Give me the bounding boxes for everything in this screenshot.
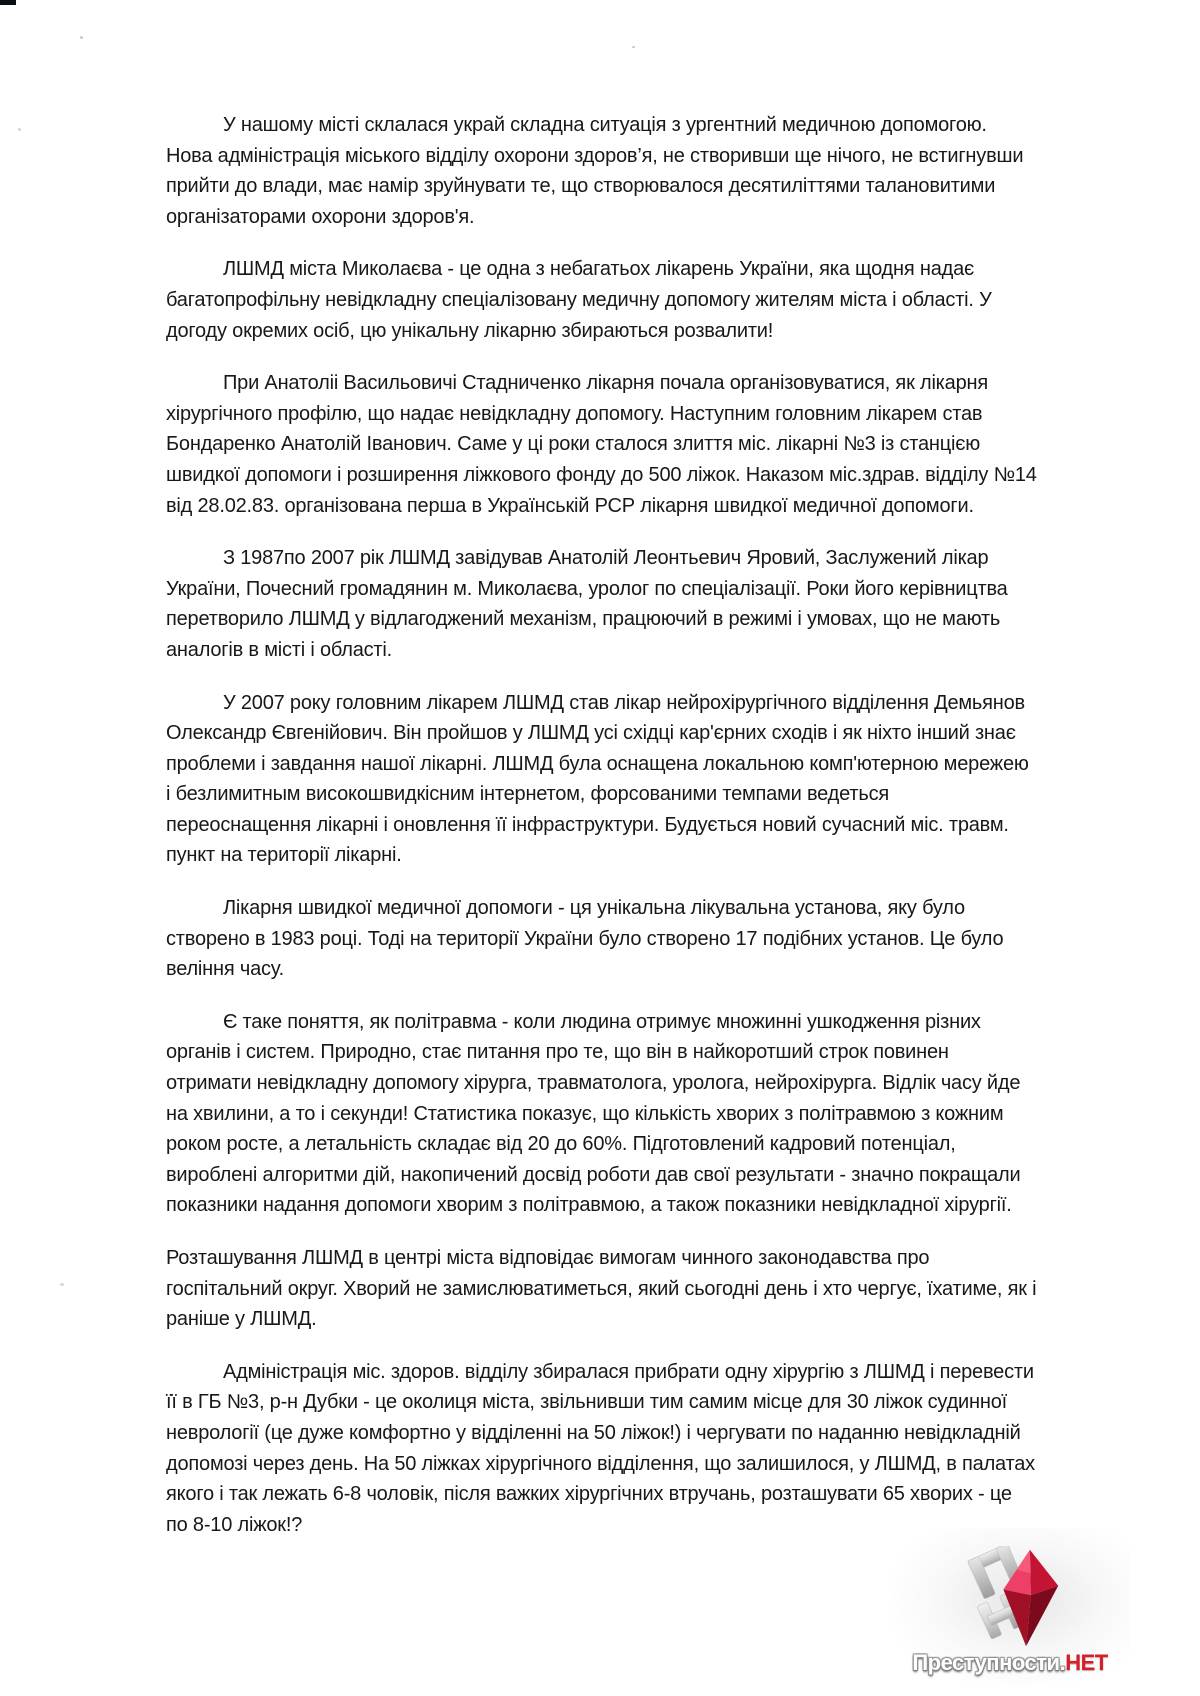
paragraph: З 1987по 2007 рік ЛШМД завідував Анатолій Леонтьевич Яровий, Заслужений лікар України, Почесний громадянин м. Миколаєва, уролог по спеціалізації. Роки його керівництва перетворило ЛШМД у відлагоджений механізм, працюючий в режимі і умовах, що не мають аналогів в місті і області.	[166, 547, 1008, 661]
scan-speck	[18, 128, 21, 131]
paragraph: У 2007 року головним лікарем ЛШМД став лікар нейрохірургічного відділення Демьянов Олександр Євгенійович. Він пройшов у ЛШМД усі східці кар'єрних сходів і як ніхто інший знає проблеми і завдання нашої лікарні. ЛШМД була оснащена локальною комп'ютерною мережею і безлимитным високошвидкісним інтернетом, форсованими темпами ведеться переоснащення лікарні і оновлення її інфраструктури. Будується новий сучасний міс. травм. пункт на території лікарні.	[166, 691, 1029, 867]
paragraph: При Анатоліі Васильовичі Стадниченко лікарня почала організовуватися, як лікарня хірургічного профілю, що надає невідкладну допомогу. Наступним головним лікарем став Бондаренко Анатолій Іванович. Саме у ці роки сталося злиття міс. лікарні №3 із станцією швидкої допомоги і розширення ліжкового фонду до 500 ліжок. Наказом міс.здрав. відділу №14 від 28.02.83. організована перша в Українській РСР лікарня швидкої медичної допомоги.	[166, 372, 1037, 517]
paragraph: Адміністрація міс. здоров. відділу збиралася прибрати одну хірургію з ЛШМД і перевести її в ГБ №3, р-н Дубки - це околиця міста, звільнивши тим самим місце для 30 ліжок судинної неврології (це дуже комфортно у відділенні на 50 ліжок!) і чергувати по наданню невідкладній допомозі через день. На 50 ліжках хірургічного відділення, що залишилося, у ЛШМД, в палатах якого і так лежать 6-8 чоловік, після важких хірургічних втручань, розташувати 65 хворих - це по 8-10 ліжок!?	[166, 1360, 1035, 1536]
paragraph: Лікарня швидкої медичної допомоги - ця унікальна лікувальна установа, яку було створено в 1983 році. Тоді на території України було створено 17 подібних установ. Це було веління часу.	[166, 897, 1004, 981]
brand-dot: .	[1059, 1650, 1066, 1675]
watermark	[890, 1528, 1130, 1688]
brand-red: НЕТ	[1065, 1650, 1108, 1675]
paragraph: У нашому місті склалася украй складна ситуація з ургентний медичною допомогою. Нова адміністрація міського відділу охорони здоров’я, не створивши ще нічого, не встигнувши прийти до влади, має намір зруйнувати те, що створювалося десятиліттями талановитими організаторами охорони здоров'я.	[166, 114, 1024, 228]
gem-logo-icon	[948, 1546, 1072, 1650]
paragraph: Розташування ЛШМД в центрі міста відповідає вимогам чинного законодавства про госпітальний округ. Хворий не замислюватиметься, який сьогодні день і хто чергує, їхатиме, як і раніше у ЛШМД.	[166, 1247, 1037, 1331]
paragraph: Є таке поняття, як політравма - коли людина отримує множинні ушкодження різних органів і систем. Природно, стає питання про те, що він в найкоротший строк повинен отримати невідкладну допомогу хірурга, травматолога, уролога, нейрохірурга. Відлік часу йде на хвилини, а то і секунди! Статистика показує, що кількість хворих з політравмою з кожним роком росте, а летальність складає від 20 до 60%. Підготовлений кадровий потенціал, вироблені алгоритми дій, накопичений досвід роботи дав свої результати - значно покращали показники надання допомоги хворим з політравмою, а також показники невідкладної хірургії.	[166, 1010, 1021, 1217]
scan-artifact-corner	[0, 0, 16, 5]
paragraph: ЛШМД міста Миколаєва - це одна з небагатьох лікарень України, яка щодня надає багатопрофільну невідкладну спеціалізовану медичну допомогу жителям міста і області. У догоду окремих осіб, цю унікальну лікарню збираються розвалити!	[166, 258, 992, 342]
brand-white: Преступности	[912, 1650, 1060, 1675]
scan-speck	[80, 36, 83, 39]
brand-text	[912, 1652, 1107, 1674]
scan-speck	[632, 46, 635, 48]
document-body	[166, 110, 1038, 1562]
scan-speck	[60, 1283, 64, 1286]
